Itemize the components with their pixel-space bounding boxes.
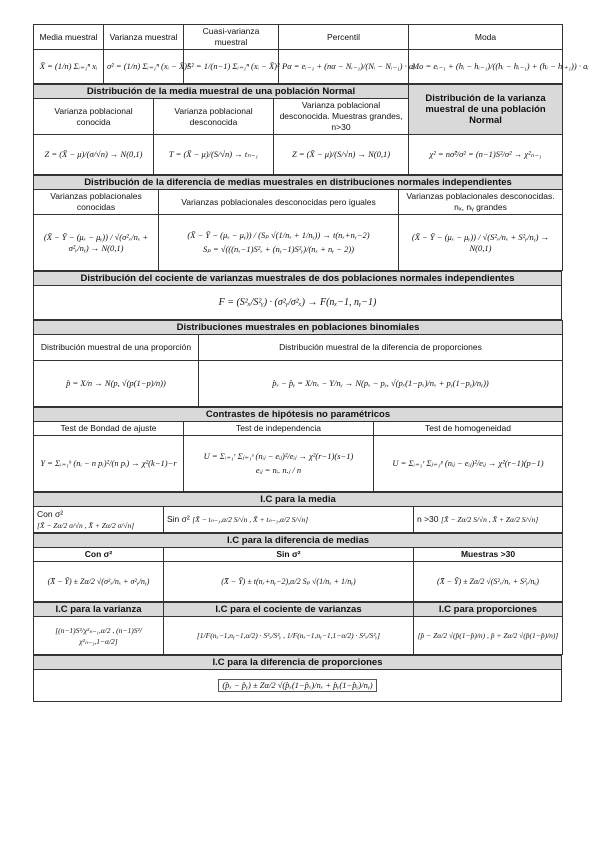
summary-table — [33, 24, 589, 84]
ic-misc-table — [33, 602, 563, 655]
formula-diff-known: (X̄ − Ȳ − (μₓ − μᵧ)) / √(σ²ₓ/nₓ + σ²ᵧ/nᵧ) → N(0,1) — [34, 215, 159, 271]
header-varianza: Varianza muestral — [104, 25, 184, 50]
ic-diff-label-known: Con σ² — [34, 548, 164, 562]
header-percentil: Percentil — [279, 25, 409, 50]
formula-media: X̄ = (1/n) Σᵢ₌₁ⁿ xᵢ — [34, 50, 104, 84]
formula-z-known: Z = (X̄ − μ)/(σ/√n) → N(0,1) — [34, 135, 154, 175]
formula-f-ratio: F = (S²ₓ/S²ᵧ) · (σ²ᵧ/σ²ₓ) → F(nₓ−1, nᵧ−1) — [34, 286, 562, 320]
ic-mean-label-known: Con σ² — [37, 508, 64, 519]
binomial-title: Distribuciones muestrales en poblaciones binomiales — [34, 321, 563, 335]
diff-means-table — [33, 175, 563, 271]
ic-ratio-formula: [1/F(nₓ−1,nᵧ−1,α/2) · S²ₓ/S²ᵧ , 1/F(nₓ−1,nᵧ−1,1−α/2) · S²ₓ/S²ᵧ] — [164, 617, 414, 655]
diff-means-title: Distribución de la diferencia de medias muestrales en distribuciones normales independientes — [34, 176, 563, 190]
formula-t-unknown: T = (X̄ − μ)/(S/√n) → tₙ₋₁ — [154, 135, 274, 175]
case-unknown-variance: Varianza poblacional desconocida — [154, 99, 274, 135]
ratio-variances-table — [33, 271, 562, 320]
ic-diff-label-large: Muestras >30 — [414, 548, 563, 562]
ic-diff-formula-unknown: (X̄ − Ȳ) ± t(nₓ+nᵧ−2),α/2 Sₚ √(1/nₓ + 1/nᵧ) — [164, 562, 414, 602]
ic-mean-table — [33, 492, 563, 533]
case-large-samples: Varianzas poblacionales desconocidas. nₓ, nᵧ grandes — [399, 190, 563, 215]
case-proportion: Distribución muestral de una proporción — [34, 335, 199, 361]
case-large-sample: Varianza poblacional desconocida. Muestras grandes, n>30 — [274, 99, 409, 135]
ic-diff-title: I.C para la diferencia de medias — [34, 534, 563, 548]
ic-ratio-title: I.C para el cociente de varianzas — [164, 603, 414, 617]
formula-diff-equal: (X̄ − Ȳ − (μₓ − μᵧ)) / (Sₚ √(1/nₓ + 1/nᵧ)) → t(nₓ+nᵧ−2) — [187, 230, 370, 240]
header-cuasi-varianza: Cuasi-varianza muestral — [184, 25, 279, 50]
ic-proportion-title: I.C para proporciones — [414, 603, 563, 617]
test-homogeneity: Test de homogeneidad — [374, 422, 563, 436]
formula-goodness-of-fit: Y = Σᵢ₌₁ᵏ (nᵢ − n pᵢ)²/(n pᵢ) → χ²(k−1)−r — [34, 436, 184, 492]
ic-diff-label-unknown: Sin σ² — [164, 548, 414, 562]
ic-mean-formula-known: [X̄ − Zα/2 σ/√n , X̄ + Zα/2 σ/√n] — [37, 520, 135, 530]
formula-varianza: σ² = (1/n) Σᵢ₌₁ⁿ (xᵢ − X̄)² — [104, 50, 184, 84]
formula-diff-large: (X̄ − Ȳ − (μₓ − μᵧ)) / √(S²ₓ/nₓ + S²ᵧ/nᵧ) → N(0,1) — [399, 215, 563, 271]
formula-pooled-sp: Sₚ = √(((nₓ−1)S²ₓ + (nᵧ−1)S²ᵧ)/(nₓ + nᵧ − 2)) — [202, 244, 355, 254]
ic-prop-diff-table — [33, 655, 562, 702]
case-equal-variances: Varianzas poblacionales desconocidas pero iguales — [159, 190, 399, 215]
ic-mean-title: I.C para la media — [34, 493, 563, 507]
formula-cuasi-varianza: S² = 1/(n−1) Σᵢ₌₁ⁿ (xᵢ − X̄)² — [184, 50, 279, 84]
normal-mean-table — [33, 84, 563, 175]
normal-mean-title: Distribución de la media muestral de una población Normal — [34, 85, 409, 99]
ic-variance-formula: [(n−1)S²/χ²ₙ₋₁,α/2 , (n−1)S²/χ²ₙ₋₁,1−α/2] — [34, 617, 164, 655]
binomial-table — [33, 320, 563, 407]
ic-diff-table — [33, 533, 563, 602]
formula-sheet — [33, 24, 589, 702]
variance-distribution-title: Distribución de la varianza muestral de una población Normal — [409, 85, 563, 135]
header-media: Media muestral — [34, 25, 104, 50]
test-independence: Test de independencia — [184, 422, 374, 436]
ic-mean-formula-large: [X̄ − Zα/2 S/√n , X̄ + Zα/2 S/√n] — [441, 515, 539, 524]
ic-prop-diff-formula: (p̂ₓ − p̂ᵧ) ± Zα/2 √(p̂ₓ(1−p̂ₓ)/nₓ + p̂ᵧ(1−p̂ᵧ)/nᵧ) — [218, 679, 376, 692]
ic-diff-formula-known: (X̄ − Ȳ) ± Zα/2 √(σ²ₓ/nₓ + σ²ᵧ/nᵧ) — [34, 562, 164, 602]
case-known-variances: Varianzas poblacionales conocidas — [34, 190, 159, 215]
nonparametric-title: Contrastes de hipótesis no paramétricos — [34, 408, 563, 422]
test-goodness-of-fit: Test de Bondad de ajuste — [34, 422, 184, 436]
ic-mean-label-unknown: Sin σ² — [167, 514, 190, 524]
formula-percentil: Pα = eᵢ₋₁ + (nα − Nᵢ₋₁)/(Nᵢ − Nᵢ₋₁) · aᵢ — [279, 50, 409, 84]
formula-proportion: p̂ = X/n → N(p, √(p(1−p)/n)) — [34, 361, 199, 407]
formula-proportion-diff: p̂ₓ − p̂ᵧ = X/nₓ − Y/nᵧ → N(pₓ − pᵧ, √(pₓ(1−pₓ)/nₓ + pᵧ(1−pᵧ)/nᵧ)) — [199, 361, 563, 407]
ratio-variances-title: Distribución del cociente de varianzas muestrales de dos poblaciones normales independientes — [34, 272, 562, 286]
ic-prop-diff-title: I.C para la diferencia de proporciones — [34, 656, 562, 670]
ic-mean-formula-unknown: [X̄ − tₙ₋₁,α/2 S/√n , X̄ + tₙ₋₁,α/2 S/√n] — [192, 515, 309, 524]
formula-expected-frequency: eᵢⱼ = nᵢ. n.ⱼ / n — [255, 465, 302, 475]
nonparametric-table — [33, 407, 563, 492]
formula-moda: Mo = eᵢ₋₁ + (hᵢ − hᵢ₋₁)/((hᵢ − hᵢ₋₁) + (hᵢ − hᵢ₊₁)) · aᵢ — [409, 50, 563, 84]
header-moda: Moda — [409, 25, 563, 50]
case-proportion-diff: Distribución muestral de la diferencia de proporciones — [199, 335, 563, 361]
ic-proportion-formula: [p̂ − Zα/2 √(p̂(1−p̂)/n) , p̂ + Zα/2 √(p̂(1−p̂)/n)] — [414, 617, 563, 655]
formula-homogeneity: U = Σᵢ₌₁ʳ Σⱼ₌₁ᵖ (nᵢⱼ − eᵢⱼ)²/eᵢⱼ → χ²(r−1)(p−1) — [374, 436, 563, 492]
formula-independence: U = Σᵢ₌₁ʳ Σⱼ₌₁ˢ (nᵢⱼ − eᵢⱼ)²/eᵢⱼ → χ²(r−1)(s−1) — [203, 451, 354, 461]
ic-mean-label-large: n >30 — [417, 514, 439, 524]
formula-chi-square: χ² = nσ̂²/σ² = (n−1)S²/σ² → χ²ₙ₋₁ — [409, 135, 563, 175]
case-known-variance: Varianza poblacional conocida — [34, 99, 154, 135]
ic-variance-title: I.C para la varianza — [34, 603, 164, 617]
ic-diff-formula-large: (X̄ − Ȳ) ± Zα/2 √(S²ₓ/nₓ + S²ᵧ/nᵧ) — [414, 562, 563, 602]
formula-z-large: Z = (X̄ − μ)/(S/√n) → N(0,1) — [274, 135, 409, 175]
